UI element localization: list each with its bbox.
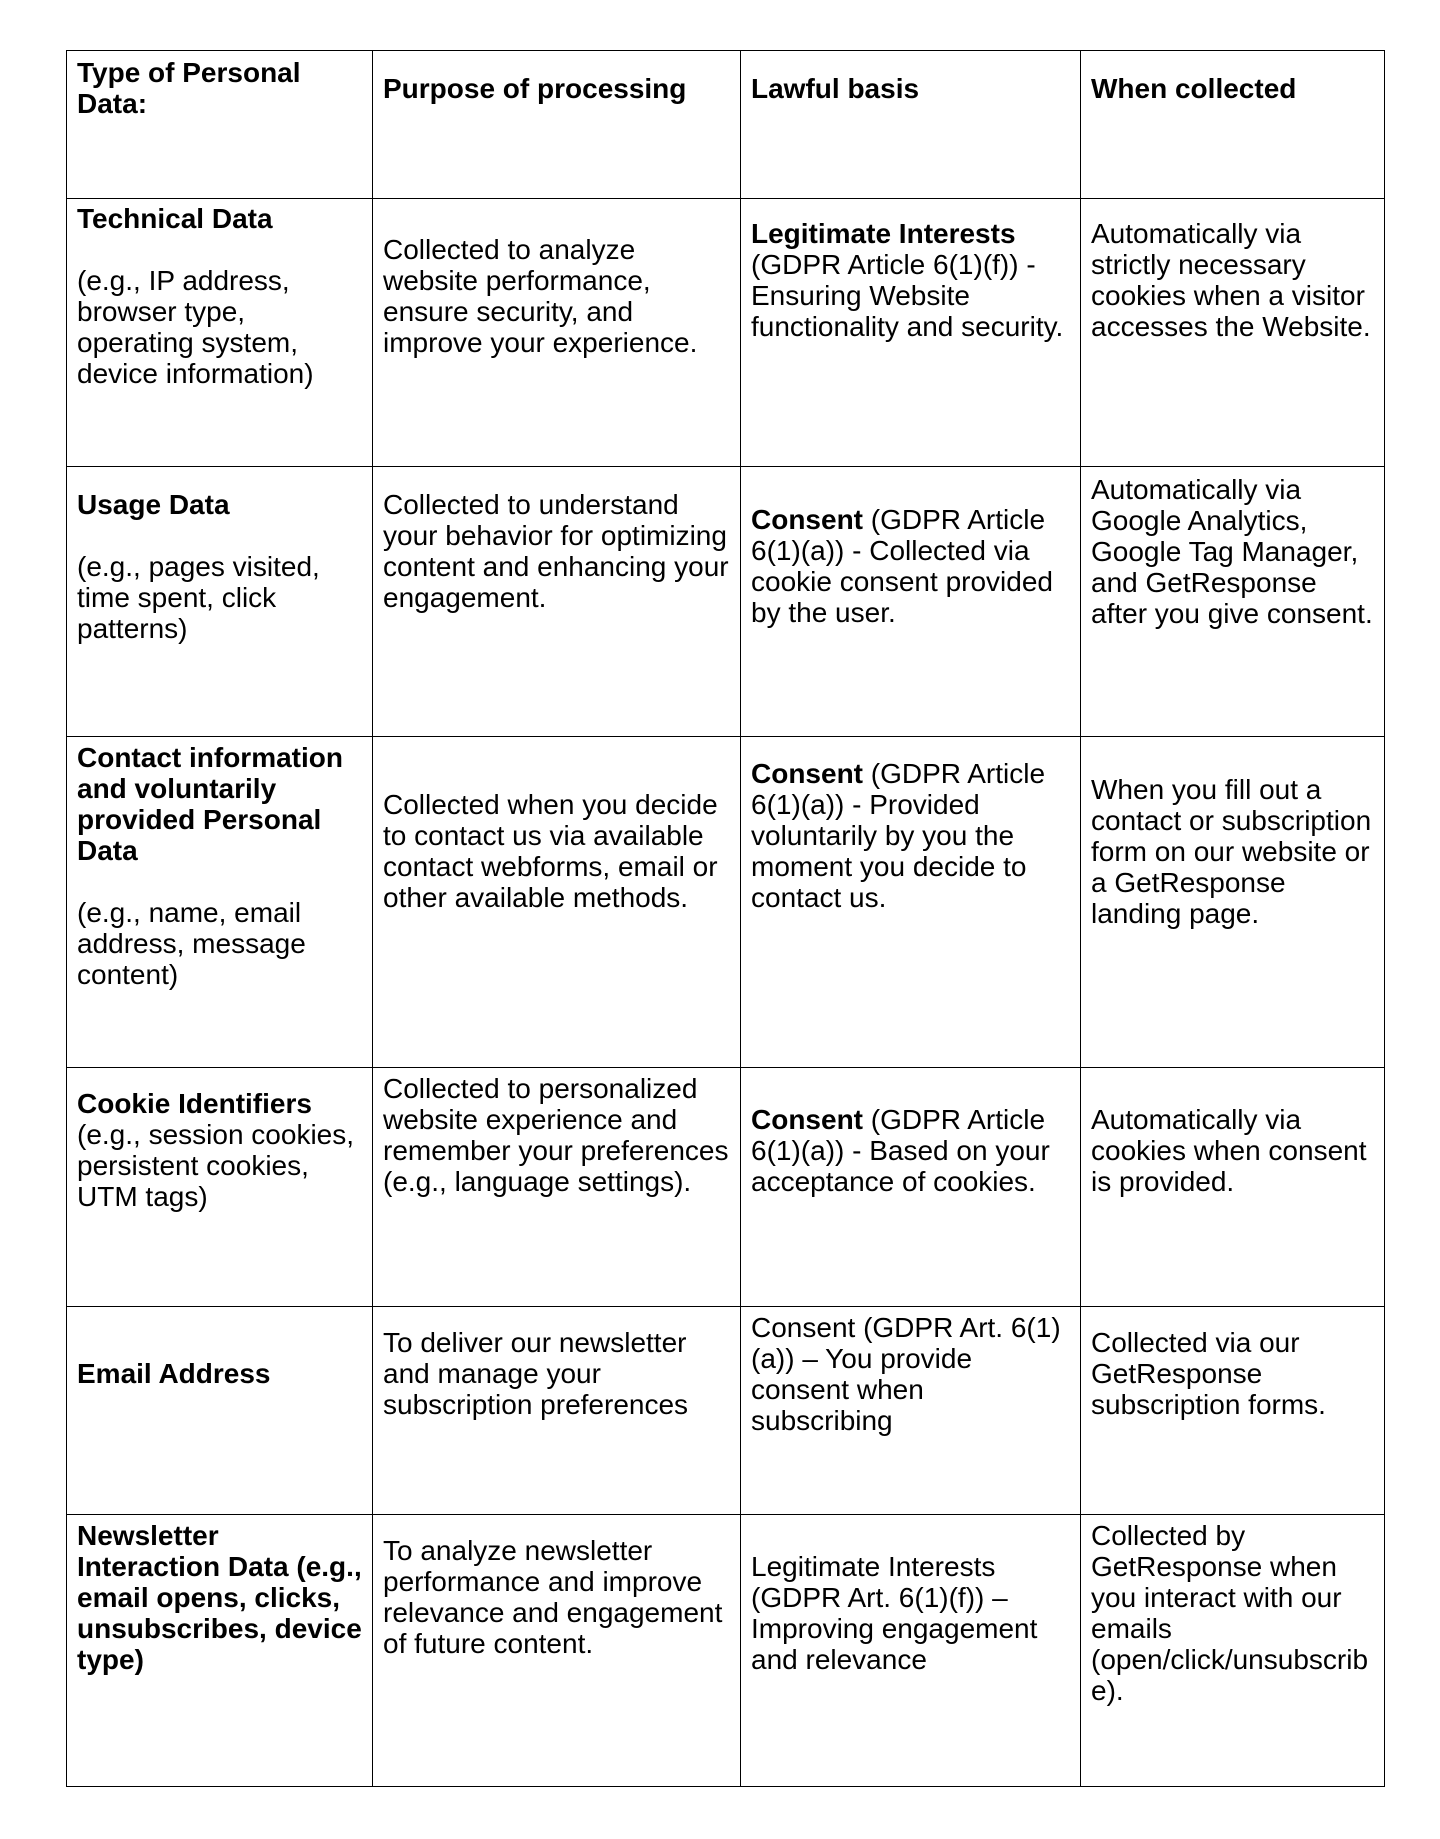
basis-bold: Legitimate Interests [751,218,1016,249]
basis-bold: Consent [751,758,863,789]
type-example: (e.g., pages visited, time spent, click patterns) [77,551,320,644]
table-row [67,737,1385,1068]
header-when: When collected [1081,51,1385,199]
table-row [67,467,1385,737]
cell-when: When you fill out a contact or subscription form on our website or a GetResponse landing page. [1081,737,1385,1068]
cell-when: Collected via our GetResponse subscription forms. [1081,1307,1385,1515]
cell-when: Collected by GetResponse when you interact with our emails (open/click/unsubscribe). [1081,1515,1385,1787]
cell-purpose: Collected when you decide to contact us via available contact webforms, email or other available methods. [373,737,741,1068]
type-title: Cookie Identifiers [77,1088,312,1119]
type-example: (e.g., name, email address, message content) [77,897,306,990]
cell-basis [741,737,1081,1068]
cell-purpose: Collected to understand your behavior for optimizing content and enhancing your engagement. [373,467,741,737]
table-row [67,1515,1385,1787]
personal-data-table [66,50,1385,1787]
cell-when: Automatically via strictly necessary cookies when a visitor accesses the Website. [1081,199,1385,467]
type-example: (e.g., session cookies, persistent cookies, UTM tags) [77,1119,355,1212]
cell-basis: Legitimate Interests (GDPR Art. 6(1)(f)) – Improving engagement and relevance [741,1515,1081,1787]
basis-bold: Consent [751,504,863,535]
table-row [67,199,1385,467]
type-title: Technical Data [77,203,273,234]
table-header-row [67,51,1385,199]
basis-rest: (GDPR Article 6(1)(a)) - Provided voluntarily by you the moment you decide to contact us. [751,758,1046,913]
cell-basis: Consent (GDPR Art. 6(1)(a)) – You provide consent when subscribing [741,1307,1081,1515]
cell-basis [741,1068,1081,1307]
cell-type [67,1068,373,1307]
basis-bold: Consent [751,1104,863,1135]
cell-purpose: To deliver our newsletter and manage your subscription preferences [373,1307,741,1515]
cell-purpose: Collected to personalized website experience and remember your preferences (e.g., language settings). [373,1068,741,1307]
type-title: Contact information and voluntarily provided Personal Data [77,742,343,866]
table-row [67,1068,1385,1307]
cell-type [67,737,373,1068]
cell-type [67,1515,373,1787]
type-example: (e.g., IP address, browser type, operating system, device information) [77,265,314,389]
type-title: Newsletter Interaction Data (e.g., email opens, clicks, unsubscribes, device type) [77,1520,362,1675]
cell-type [67,1307,373,1515]
cell-type [67,199,373,467]
basis-rest: (GDPR Article 6(1)(a)) - Collected via cookie consent provided by the user. [751,504,1053,628]
cell-purpose: To analyze newsletter performance and improve relevance and engagement of future content. [373,1515,741,1787]
cell-when: Automatically via cookies when consent is provided. [1081,1068,1385,1307]
cell-basis [741,467,1081,737]
table-row [67,1307,1385,1515]
header-type: Type of Personal Data: [67,51,373,199]
header-basis: Lawful basis [741,51,1081,199]
type-title: Email Address [77,1358,271,1389]
cell-type [67,467,373,737]
basis-rest: (GDPR Article 6(1)(f)) - Ensuring Website functionality and security. [751,249,1064,342]
header-purpose: Purpose of processing [373,51,741,199]
cell-when: Automatically via Google Analytics, Google Tag Manager, and GetResponse after you give consent. [1081,467,1385,737]
type-title: Usage Data [77,489,230,520]
cell-basis [741,199,1081,467]
cell-purpose: Collected to analyze website performance, ensure security, and improve your experience. [373,199,741,467]
basis-rest: (GDPR Article 6(1)(a)) - Based on your acceptance of cookies. [751,1104,1050,1197]
